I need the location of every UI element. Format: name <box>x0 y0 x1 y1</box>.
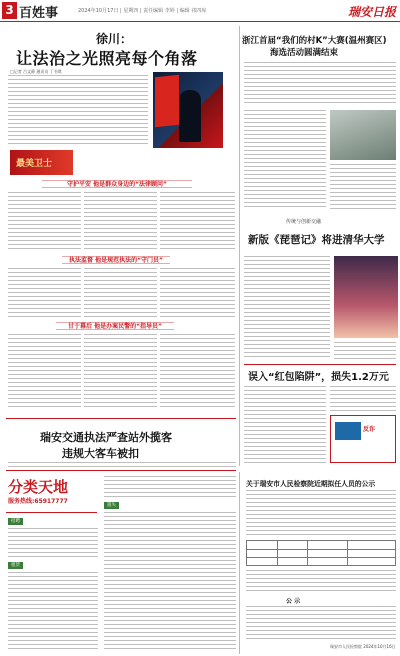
table-row-line <box>247 557 395 558</box>
right-photo-1 <box>330 110 396 160</box>
officer-figure <box>179 90 201 142</box>
notice-text-2 <box>246 570 396 592</box>
tag-3: 遗失 <box>104 502 119 509</box>
right-headline-2: 新版《琵琶记》将进清华大学 <box>248 234 385 246</box>
lead-headline: 让法治之光照亮每个角落 <box>16 49 198 68</box>
right-text-4 <box>244 256 330 360</box>
classified-text-2 <box>8 572 98 652</box>
lead-text-col-1 <box>8 192 81 252</box>
table-col-line <box>277 541 278 565</box>
section-rule <box>6 418 236 419</box>
right-headline-1-line2: 海选活动圆满结束 <box>270 48 339 58</box>
lead-text-col-2 <box>84 192 157 252</box>
table-col-line <box>307 541 308 565</box>
lead-intro-text <box>8 75 148 147</box>
lead-text-col-6 <box>160 268 235 318</box>
notice-text-1 <box>246 490 396 536</box>
lead-byline: □记者 吕文静 通讯员 丁书琪 <box>10 69 62 74</box>
bottom-headline-line2: 违规大客车被扣 <box>62 447 139 460</box>
section-title: 百姓事 <box>19 6 59 21</box>
right-rule <box>244 364 396 365</box>
lead-text-col-9 <box>160 334 235 410</box>
issue-meta: 2024年10月17日 | 星期四 | 责任编辑 李婷 | 编辑 祁四琼 <box>78 8 207 14</box>
lead-text-col-7 <box>8 334 81 410</box>
tag-2: 租赁 <box>8 562 23 569</box>
notice-title: 关于瑞安市人民检察院近期拟任人员的公示 <box>246 480 376 488</box>
lead-text-col-5 <box>84 268 157 318</box>
right-kicker-2: 传统与创新交融 <box>286 219 322 225</box>
page-header <box>0 0 400 22</box>
right-headline-3: 误入“红包陷阱”，损失1.2万元 <box>248 372 389 383</box>
lead-text-col-4 <box>8 268 81 318</box>
right-text-5 <box>334 342 396 360</box>
notice-footer: 瑞安市人民检察院 2024年10月16日 <box>330 644 396 649</box>
column-divider <box>239 26 240 466</box>
notice-table <box>246 540 396 566</box>
right-text-1 <box>244 62 396 106</box>
page-number: 3 <box>2 2 17 19</box>
lead-kicker: 徐川： <box>96 32 133 46</box>
right-text-7 <box>330 386 396 412</box>
tag-1: 招聘 <box>8 518 23 525</box>
right-text-3 <box>330 164 396 210</box>
right-headline-1: 浙江首届“我们的村K”大赛(温州赛区) <box>242 36 387 46</box>
flag-shape <box>155 75 179 128</box>
lead-subhead-2: 执法监督 他是规范执法的“守门员” <box>62 256 170 264</box>
classified-phone: 服务热线:65917777 <box>8 498 68 505</box>
right-text-2 <box>244 110 326 210</box>
notice-text-3 <box>246 606 396 642</box>
classified-text-3 <box>104 476 236 498</box>
table-row-line <box>247 549 395 550</box>
classified-text-1 <box>8 528 98 558</box>
lead-subhead-1: 守护平安 他是群众身边的“法律顾问” <box>42 180 192 188</box>
anti-fraud-promo <box>330 415 396 463</box>
classified-rule <box>6 470 236 471</box>
lead-text-col-8 <box>84 334 157 410</box>
bottom-divider <box>239 472 240 654</box>
promo-tile <box>335 422 361 440</box>
promo-text: 反诈 <box>363 426 376 433</box>
bottom-text-1 <box>8 462 236 470</box>
right-photo-2 <box>334 256 398 338</box>
lead-banner-image <box>10 150 73 175</box>
classified-text-4 <box>104 512 236 652</box>
lead-text-col-3 <box>160 192 235 252</box>
notice2-title: 公 示 <box>286 598 301 605</box>
table-col-line <box>347 541 348 565</box>
bottom-headline: 瑞安交通执法严查站外揽客 <box>40 431 172 444</box>
banner-text: 最美卫士 <box>16 159 53 169</box>
classified-title: 分类天地 <box>8 478 69 496</box>
lead-subhead-3: 甘于幕后 他是办案民警的“指导员” <box>56 322 174 330</box>
lead-photo <box>153 72 223 148</box>
newspaper-logo: 瑞安日报 <box>347 5 396 19</box>
right-text-6 <box>244 386 326 466</box>
